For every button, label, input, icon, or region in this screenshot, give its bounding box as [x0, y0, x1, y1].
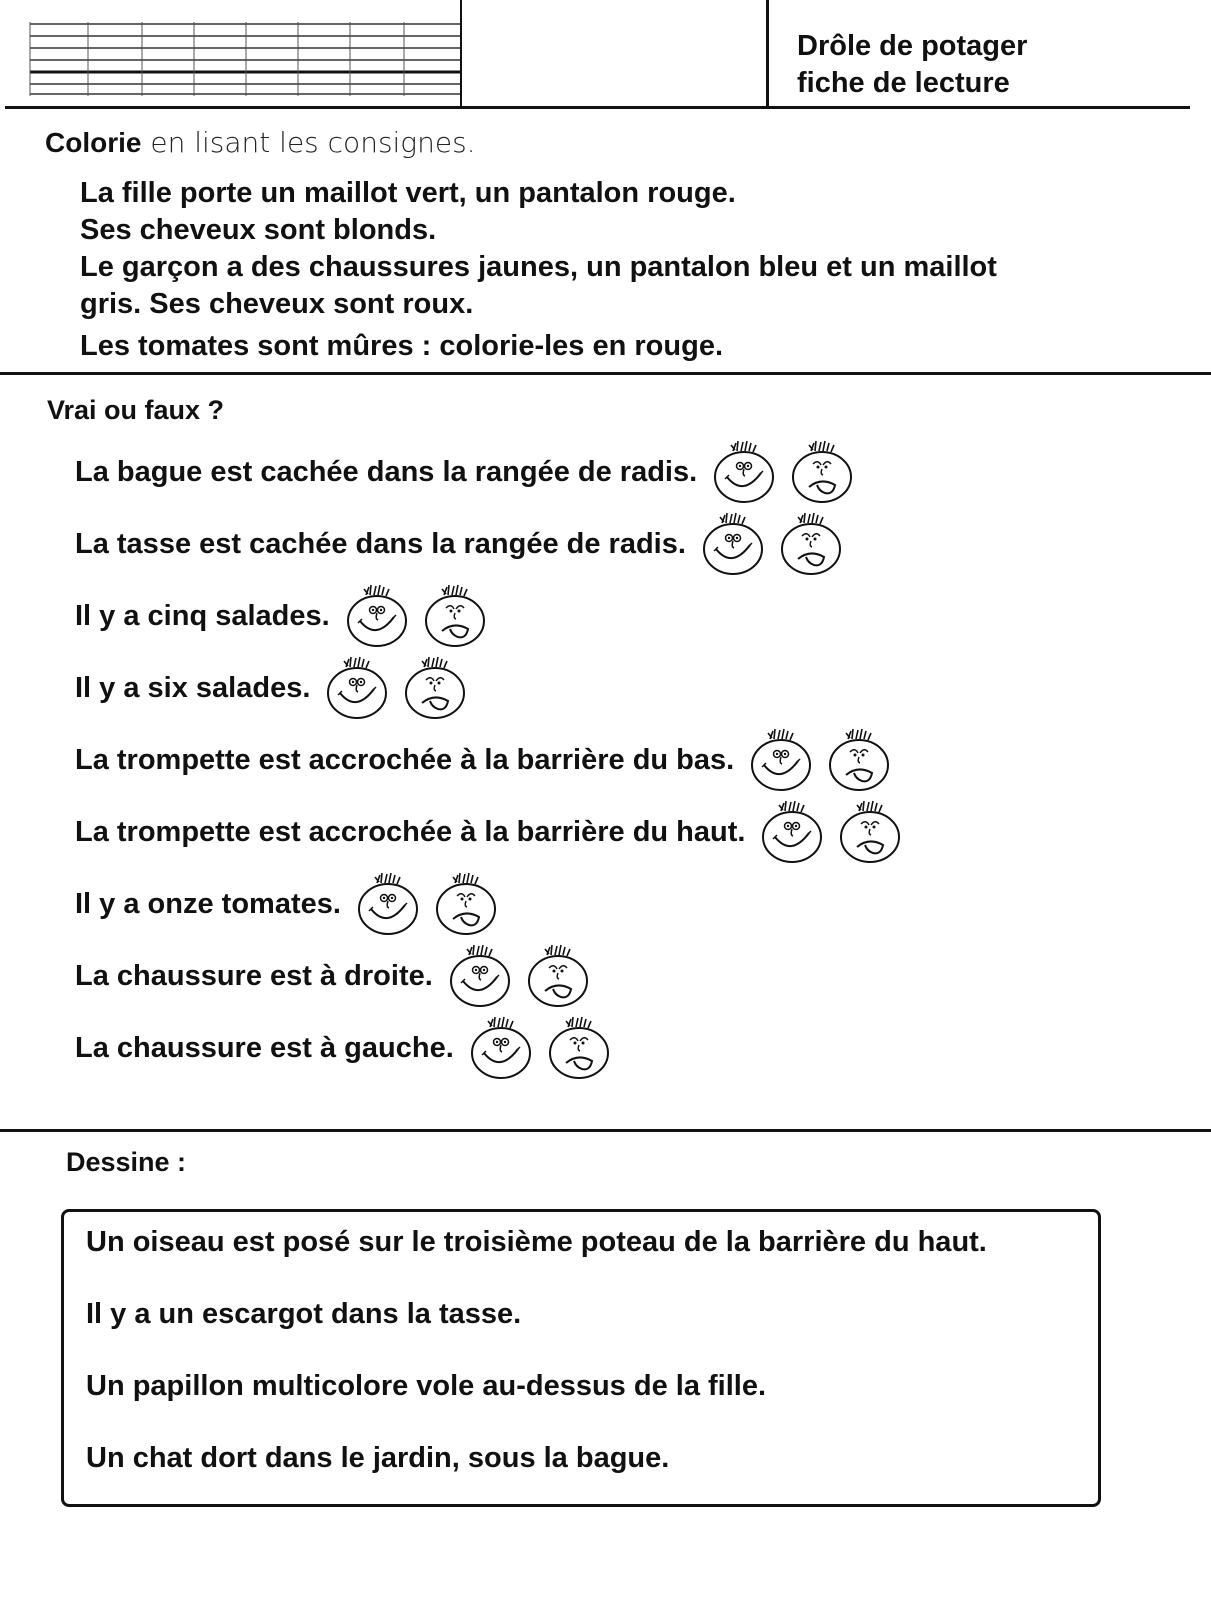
- vf-item: [75, 872, 511, 936]
- writing-lines-grid: [22, 18, 462, 98]
- happy-face-icon[interactable]: [711, 439, 777, 505]
- sad-face-icon[interactable]: [402, 655, 468, 721]
- vf-statement: La tasse est cachée dans la rangée de radis.: [75, 527, 686, 560]
- header-divider-right: [766, 0, 769, 106]
- title-line-1: Drôle de potager: [797, 30, 1028, 62]
- dessine-title: Dessine :: [66, 1147, 187, 1177]
- instruction-line: gris. Ses cheveux sont roux.: [80, 288, 474, 320]
- vf-item: [75, 728, 904, 792]
- instruction-line: La fille porte un maillot vert, un pantalon rouge.: [80, 177, 736, 209]
- vf-statement: Il y a onze tomates.: [75, 887, 341, 920]
- colorie-bold: Colorie: [45, 127, 142, 158]
- vf-item: [75, 656, 480, 720]
- instruction-line: Ses cheveux sont blonds.: [80, 214, 437, 246]
- draw-instruction: Un chat dort dans le jardin, sous la bague.: [86, 1442, 670, 1474]
- happy-face-icon[interactable]: [447, 943, 513, 1009]
- vf-item: [75, 512, 856, 576]
- draw-instruction: Il y a un escargot dans la tasse.: [86, 1298, 522, 1330]
- instruction-line: Le garçon a des chaussures jaunes, un pantalon bleu et un maillot: [80, 251, 997, 283]
- sad-face-icon[interactable]: [433, 871, 499, 937]
- vf-statement: La chaussure est à droite.: [75, 959, 433, 992]
- sad-face-icon[interactable]: [546, 1015, 612, 1081]
- sad-face-icon[interactable]: [422, 583, 488, 649]
- header-bottom-rule: [5, 106, 1190, 109]
- vf-statement: Il y a cinq salades.: [75, 599, 330, 632]
- colorie-heading: [45, 126, 476, 159]
- happy-face-icon[interactable]: [759, 799, 825, 865]
- vf-item: [75, 1016, 624, 1080]
- happy-face-icon[interactable]: [355, 871, 421, 937]
- header-divider-left: [460, 0, 462, 106]
- vf-statement: Il y a six salades.: [75, 671, 311, 704]
- section-rule: [0, 372, 1211, 375]
- vf-statement: La bague est cachée dans la rangée de radis.: [75, 455, 698, 488]
- vf-item: [75, 944, 603, 1008]
- drawing-instructions-box: [61, 1209, 1101, 1507]
- instruction-line: Les tomates sont mûres : colorie-les en rouge.: [80, 330, 723, 362]
- happy-face-icon[interactable]: [468, 1015, 534, 1081]
- vrai-faux-title: Vrai ou faux ?: [47, 395, 225, 425]
- vf-statement: La trompette est accrochée à la barrière du bas.: [75, 743, 735, 776]
- happy-face-icon[interactable]: [748, 727, 814, 793]
- vf-statement: La chaussure est à gauche.: [75, 1031, 454, 1064]
- happy-face-icon[interactable]: [700, 511, 766, 577]
- vf-item: [75, 584, 500, 648]
- sad-face-icon[interactable]: [525, 943, 591, 1009]
- happy-face-icon[interactable]: [324, 655, 390, 721]
- vf-item: [75, 800, 915, 864]
- sad-face-icon[interactable]: [826, 727, 892, 793]
- sad-face-icon[interactable]: [789, 439, 855, 505]
- vf-statement: La trompette est accrochée à la barrière du haut.: [75, 815, 746, 848]
- section-rule: [0, 1129, 1211, 1132]
- happy-face-icon[interactable]: [344, 583, 410, 649]
- sad-face-icon[interactable]: [778, 511, 844, 577]
- title-line-2: fiche de lecture: [797, 67, 1010, 99]
- header-title: [797, 28, 1027, 102]
- sad-face-icon[interactable]: [837, 799, 903, 865]
- colorie-rest: en lisant les consignes.: [141, 126, 476, 159]
- draw-instruction: Un papillon multicolore vole au-dessus de la fille.: [86, 1370, 767, 1402]
- vf-item: [75, 440, 867, 504]
- draw-instruction: Un oiseau est posé sur le troisième poteau de la barrière du haut.: [86, 1226, 987, 1258]
